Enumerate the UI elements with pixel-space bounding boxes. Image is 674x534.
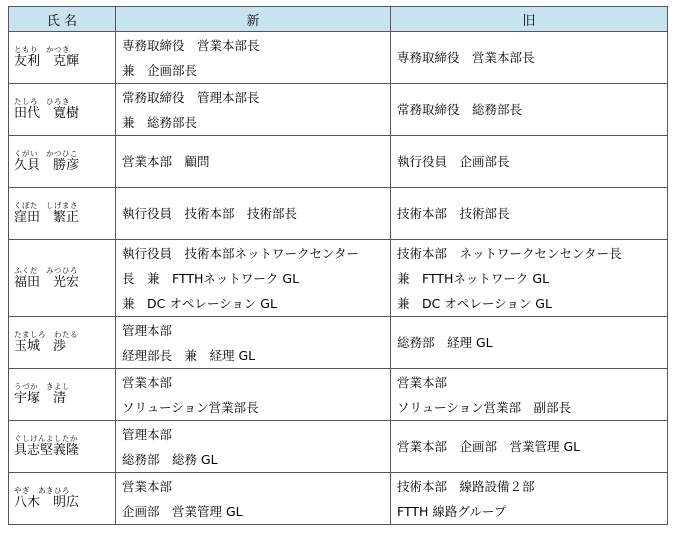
name-reading: うづか きよし [14, 382, 70, 391]
new-position-cell [116, 136, 391, 188]
new-position-line: 営業本部 顧問 [122, 154, 210, 169]
old-position-cell [391, 136, 668, 188]
old-position-line: 兼 FTTHネットワーク GL [397, 270, 550, 286]
old-position-line: 営業本部 企画部 営業管理 GL [397, 439, 581, 454]
header-new: 新 [116, 7, 391, 32]
name-cell [9, 473, 116, 525]
name-reading: くがい かつひこ [14, 149, 78, 158]
header-name: 氏 名 [9, 7, 116, 32]
person-name: 友利 克輝 [14, 54, 80, 69]
old-position-cell [391, 84, 668, 136]
old-position-cell [391, 240, 668, 317]
old-position-line: 営業本部 [397, 374, 448, 390]
old-position-cell [391, 473, 668, 525]
name-reading: ふくだ みつひろ [14, 265, 78, 275]
table-row [9, 240, 668, 317]
name-cell [9, 369, 116, 421]
new-position-cell [116, 188, 391, 240]
new-position-line: ソリューション営業部長 [122, 399, 259, 415]
table-row [9, 188, 668, 240]
new-position-line: 兼 DC オペレーション GL [122, 295, 277, 311]
table-row [9, 369, 668, 421]
new-position-cell [116, 473, 391, 525]
new-position-cell [116, 421, 391, 473]
new-position-line: 営業本部 [122, 374, 173, 390]
name-reading: たしろ ひろき [14, 97, 70, 106]
old-position-line: 技術本部 線路設備２部 [397, 478, 535, 494]
name-reading: ともり かつき [14, 45, 70, 54]
new-position-cell [116, 84, 391, 136]
new-position-cell [116, 369, 391, 421]
old-position-cell [391, 32, 668, 84]
table-row [9, 84, 668, 136]
new-position-line: 執行役員 技術本部 技術部長 [122, 206, 298, 221]
name-cell [9, 136, 116, 188]
person-name: 福田 光宏 [14, 274, 80, 290]
new-position-line: 兼 企画部長 [122, 62, 198, 78]
old-position-cell [391, 188, 668, 240]
new-position-line: 長 兼 FTTHネットワーク GL [122, 270, 300, 286]
name-cell [9, 84, 116, 136]
name-cell [9, 421, 116, 473]
person-name: 久貝 勝彦 [14, 158, 80, 173]
person-name: 田代 寛樹 [14, 106, 80, 121]
old-position-cell [391, 421, 668, 473]
name-reading: たましろ わたる [14, 330, 78, 339]
old-position-line: 常務取締役 総務部長 [397, 102, 523, 117]
name-reading: くぼた しげまさ [14, 201, 78, 210]
old-position-line: 技術本部 ネットワークセンセンター長 [397, 245, 622, 261]
new-position-cell [116, 32, 391, 84]
new-position-line: 企画部 営業管理 GL [122, 503, 243, 519]
person-name: 玉城 渉 [14, 339, 67, 354]
old-position-cell [391, 317, 668, 369]
old-position-line: 専務取締役 営業本部長 [397, 50, 535, 65]
person-name: 八木 明広 [14, 495, 80, 510]
header-old: 旧 [391, 7, 668, 32]
name-reading: ぐしけんよしたか [14, 434, 78, 443]
old-position-line: 兼 DC オペレーション GL [397, 295, 552, 311]
old-position-line: ソリューション営業部 副部長 [397, 399, 572, 415]
personnel-table [8, 6, 668, 525]
table-row [9, 473, 668, 525]
new-position-line: 総務部 総務 GL [122, 451, 218, 467]
person-name: 宇塚 清 [14, 391, 67, 406]
new-position-line: 兼 総務部長 [122, 114, 198, 130]
table-row [9, 421, 668, 473]
old-position-line: 総務部 経理 GL [397, 335, 493, 350]
new-position-line: 専務取締役 営業本部長 [122, 37, 260, 53]
table-row [9, 317, 668, 369]
new-position-line: 常務取締役 管理本部長 [122, 89, 260, 105]
person-name: 窪田 繁正 [14, 210, 80, 225]
old-position-cell [391, 369, 668, 421]
new-position-line: 営業本部 [122, 478, 173, 494]
table-row [9, 136, 668, 188]
old-position-line: FTTH 線路グループ [397, 503, 507, 519]
new-position-line: 執行役員 技術本部ネットワークセンター [122, 245, 360, 261]
new-position-cell [116, 317, 391, 369]
old-position-line: 執行役員 企画部長 [397, 154, 510, 169]
name-reading: やぎ あきひろ [14, 486, 70, 495]
name-cell [9, 188, 116, 240]
new-position-line: 管理本部 [122, 426, 173, 442]
new-position-line: 管理本部 [122, 322, 173, 338]
new-position-line: 経理部長 兼 経理 GL [122, 347, 256, 363]
header-row [9, 7, 668, 32]
name-cell [9, 317, 116, 369]
table-row [9, 32, 668, 84]
name-cell [9, 32, 116, 84]
old-position-line: 技術本部 技術部長 [397, 206, 510, 221]
name-cell [9, 240, 116, 317]
person-name: 具志堅義隆 [14, 443, 80, 458]
new-position-cell [116, 240, 391, 317]
